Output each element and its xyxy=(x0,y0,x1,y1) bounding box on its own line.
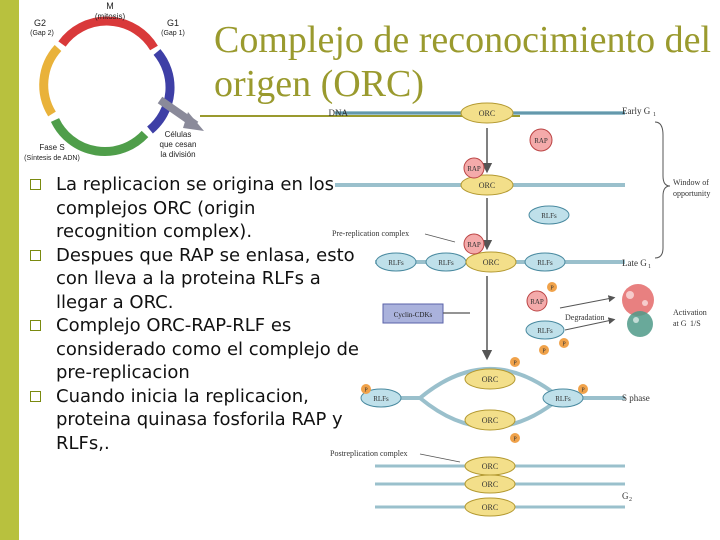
orc-label: ORC xyxy=(481,375,499,384)
orc-label: ORC xyxy=(481,503,499,512)
page-title: Complejo de reconocimiento del origen (ORC) xyxy=(214,19,712,105)
window-label-2: opportunity xyxy=(673,189,711,198)
g2-subscript: 2 xyxy=(629,497,632,503)
pre-rc-pointer xyxy=(425,234,455,242)
bullet-text: La replicacion se origina en los complejos ORC (origin recognition complex). xyxy=(56,174,335,242)
activation-label-1: Activation xyxy=(673,308,707,317)
rlfs-label: RLFs xyxy=(541,212,557,220)
cycle-label-exit-2: que cesan xyxy=(159,140,197,149)
bullet-text: Complejo ORC-RAP-RLF es considerado como el complejo de pre-replicacion xyxy=(56,315,359,383)
cycle-label-exit-1: Células xyxy=(164,130,192,139)
bullet-text: Despues que RAP se enlasa, esto con lleva a la proteina RLFs a llegar a ORC. xyxy=(56,244,355,313)
degraded-proteins-icon xyxy=(622,284,654,337)
cycle-label-exit-3: la división xyxy=(160,150,196,159)
post-rc-pointer xyxy=(420,454,460,462)
activation-label-2: at G xyxy=(673,319,687,328)
orc-label: ORC xyxy=(481,462,499,471)
phosphate-label: P xyxy=(513,436,517,443)
stage-early-g1 xyxy=(461,103,513,123)
orc-label: ORC xyxy=(481,416,499,425)
cycle-label-g2: G2 xyxy=(33,18,47,28)
s-phase-label: S phase xyxy=(622,393,650,403)
pre-rc-label: Pre-replication complex xyxy=(332,229,410,238)
cyclin-cdks-label: Cyclin-CDKs xyxy=(393,311,433,319)
dna-label: DNA xyxy=(328,108,348,118)
degradation-arrow xyxy=(560,298,612,308)
phosphate-label: P xyxy=(364,387,368,394)
orc-label: ORC xyxy=(481,480,499,489)
early-g1-subscript: 1 xyxy=(653,112,656,118)
phosphate-label: P xyxy=(550,285,554,292)
late-g1-label: Late G xyxy=(622,258,647,268)
bullet-text: Cuando inicia la replicacion, proteina quinasa fosforila RAP y RLFs,. xyxy=(56,385,343,454)
orc-label: ORC xyxy=(482,258,500,267)
g2-label: G xyxy=(622,491,629,501)
rlfs-label: RLFs xyxy=(537,259,553,267)
phosphate-label: P xyxy=(562,341,566,348)
cycle-label-g2-sub: (Gap 2) xyxy=(30,30,54,37)
rap-label: RAP xyxy=(467,165,481,173)
cycle-label-g1: G1 xyxy=(166,18,180,28)
cycle-label-m-sub: (mitosis) xyxy=(94,12,126,21)
cycle-label-s-sub: (Síntesis de ADN) xyxy=(24,155,80,162)
window-label-1: Window of xyxy=(673,178,709,187)
rlfs-label: RLFs xyxy=(537,327,553,335)
rap-label: RAP xyxy=(530,298,544,306)
early-g1-label: Early G xyxy=(622,106,651,116)
degradation-label: Degradation xyxy=(565,313,605,322)
rap-label: RAP xyxy=(534,137,548,145)
phosphate-label: P xyxy=(513,360,517,367)
rlfs-label: RLFs xyxy=(388,259,404,267)
rlfs-label: RLFs xyxy=(555,395,571,403)
orc-label: ORC xyxy=(478,109,496,118)
phosphate-label: P xyxy=(542,348,546,355)
phosphate-label: P xyxy=(581,387,585,394)
rlfs-label: RLFs xyxy=(373,395,389,403)
window-brace xyxy=(655,122,670,258)
rap-label: RAP xyxy=(467,241,481,249)
cycle-label-s: Fase S xyxy=(39,143,65,152)
activation-g1s-label: 1/S xyxy=(690,319,701,328)
cycle-label-m: M xyxy=(106,1,114,11)
orc-label: ORC xyxy=(478,181,496,190)
late-g1-subscript: 1 xyxy=(648,264,651,270)
post-rc-label: Postreplication complex xyxy=(330,449,408,458)
cycle-label-g1-sub: (Gap 1) xyxy=(161,30,185,37)
rlfs-label: RLFs xyxy=(438,259,454,267)
